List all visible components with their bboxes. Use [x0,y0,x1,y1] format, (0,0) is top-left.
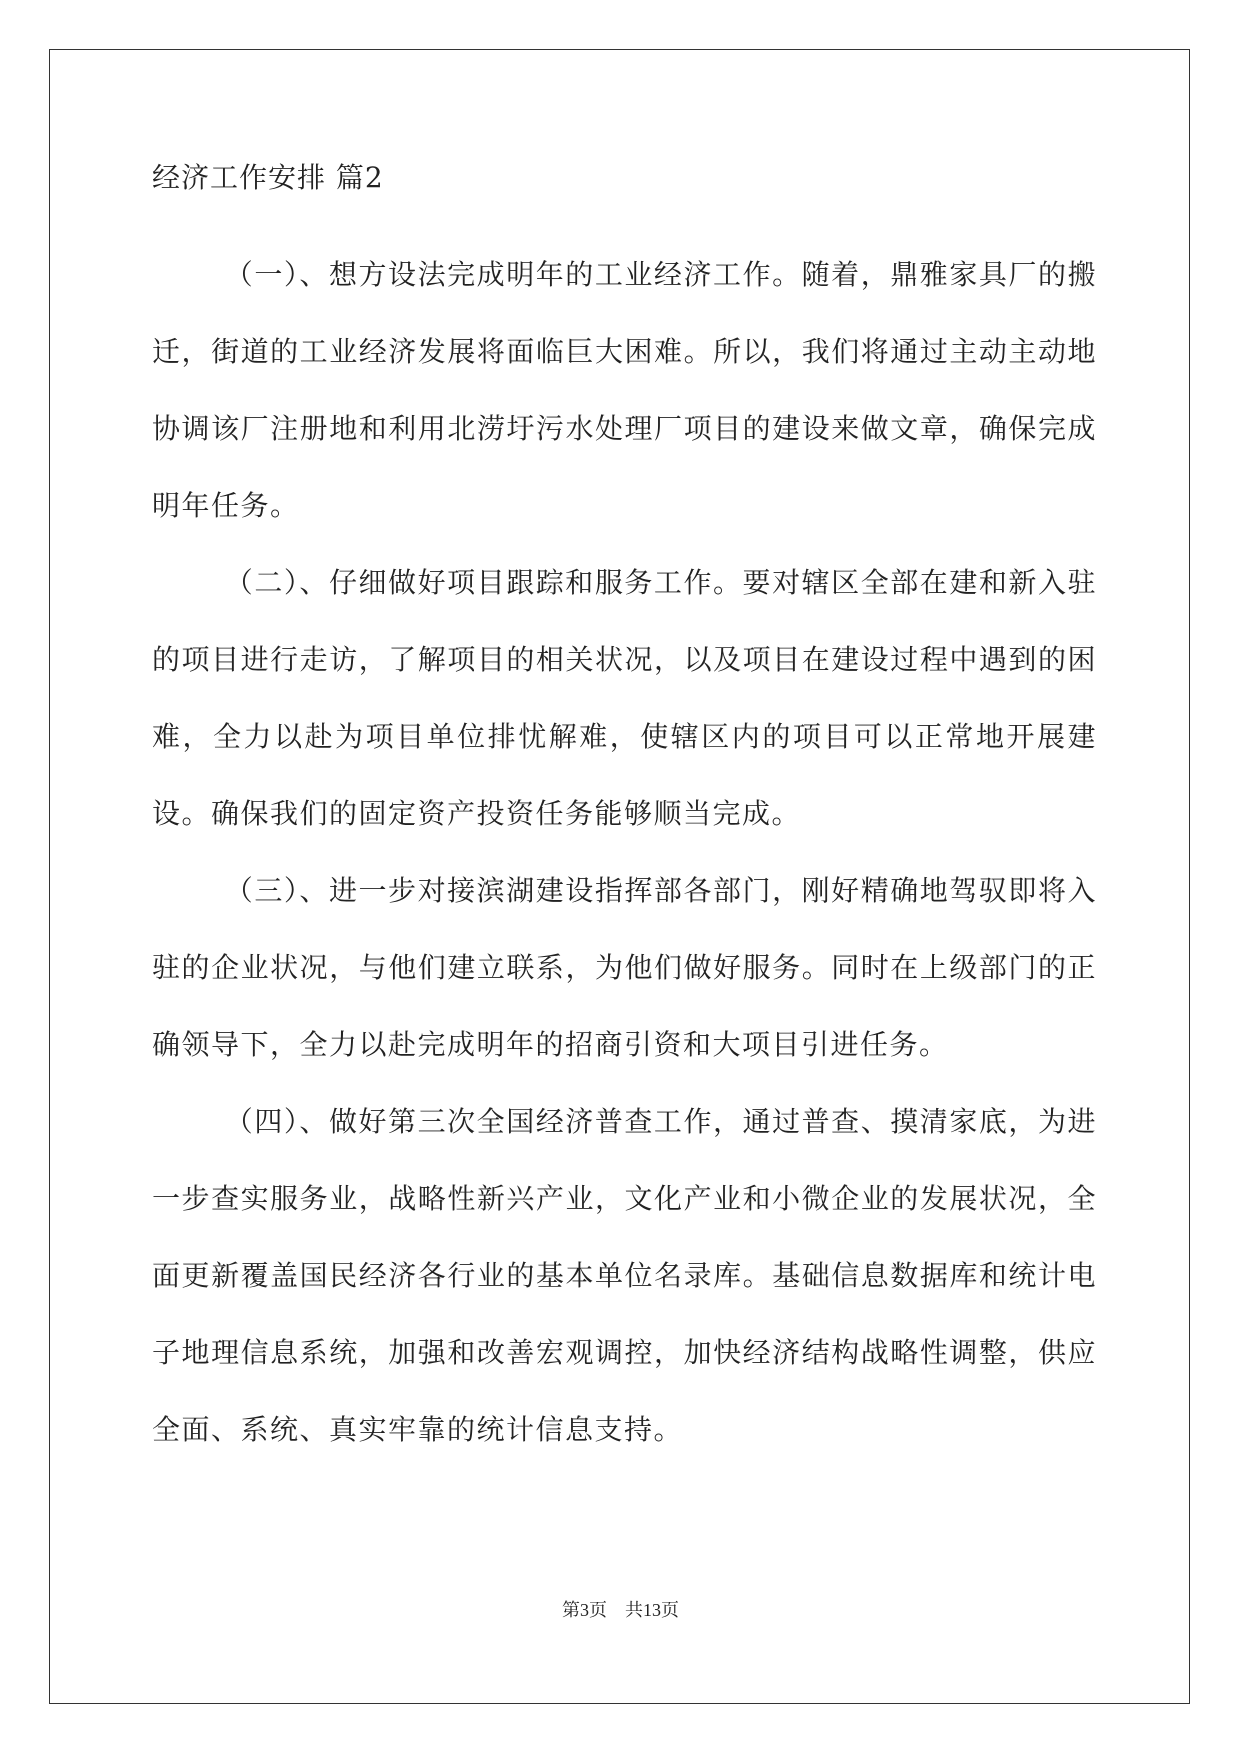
paragraph-4: （四）、做好第三次全国经济普查工作，通过普查、摸清家底，为进一步查实服务业，战略性新兴产业，文化产业和小微企业的发展状况，全面更新覆盖国民经济各行业的基本单位名录库。基础信息数据库和统计电子地理信息系统，加强和改善宏观调控，加快经济结构战略性调整，供应全面、系统、真实牢靠的统计信息支持。 [152,1105,1097,1446]
page-number-footer: 第3页 共13页 [562,1600,679,1620]
document-body [152,160,1097,1468]
document-title: 经济工作安排 篇2 [152,161,384,194]
paragraph-1: （一）、想方设法完成明年的工业经济工作。随着，鼎雅家具厂的搬迁，街道的工业经济发展将面临巨大困难。所以，我们将通过主动主动地协调该厂注册地和利用北涝圩污水处理厂项目的建设来做文章，确保完成明年任务。 [152,258,1097,522]
paragraph-2: （二）、仔细做好项目跟踪和服务工作。要对辖区全部在建和新入驻的项目进行走访，了解项目的相关状况，以及项目在建设过程中遇到的困难，全力以赴为项目单位排忧解难，使辖区内的项目可以正常地开展建设。确保我们的固定资产投资任务能够顺当完成。 [152,566,1097,830]
paragraph-3: （三）、进一步对接滨湖建设指挥部各部门，刚好精确地驾驭即将入驻的企业状况，与他们建立联系，为他们做好服务。同时在上级部门的正确领导下，全力以赴完成明年的招商引资和大项目引进任务。 [152,874,1097,1061]
